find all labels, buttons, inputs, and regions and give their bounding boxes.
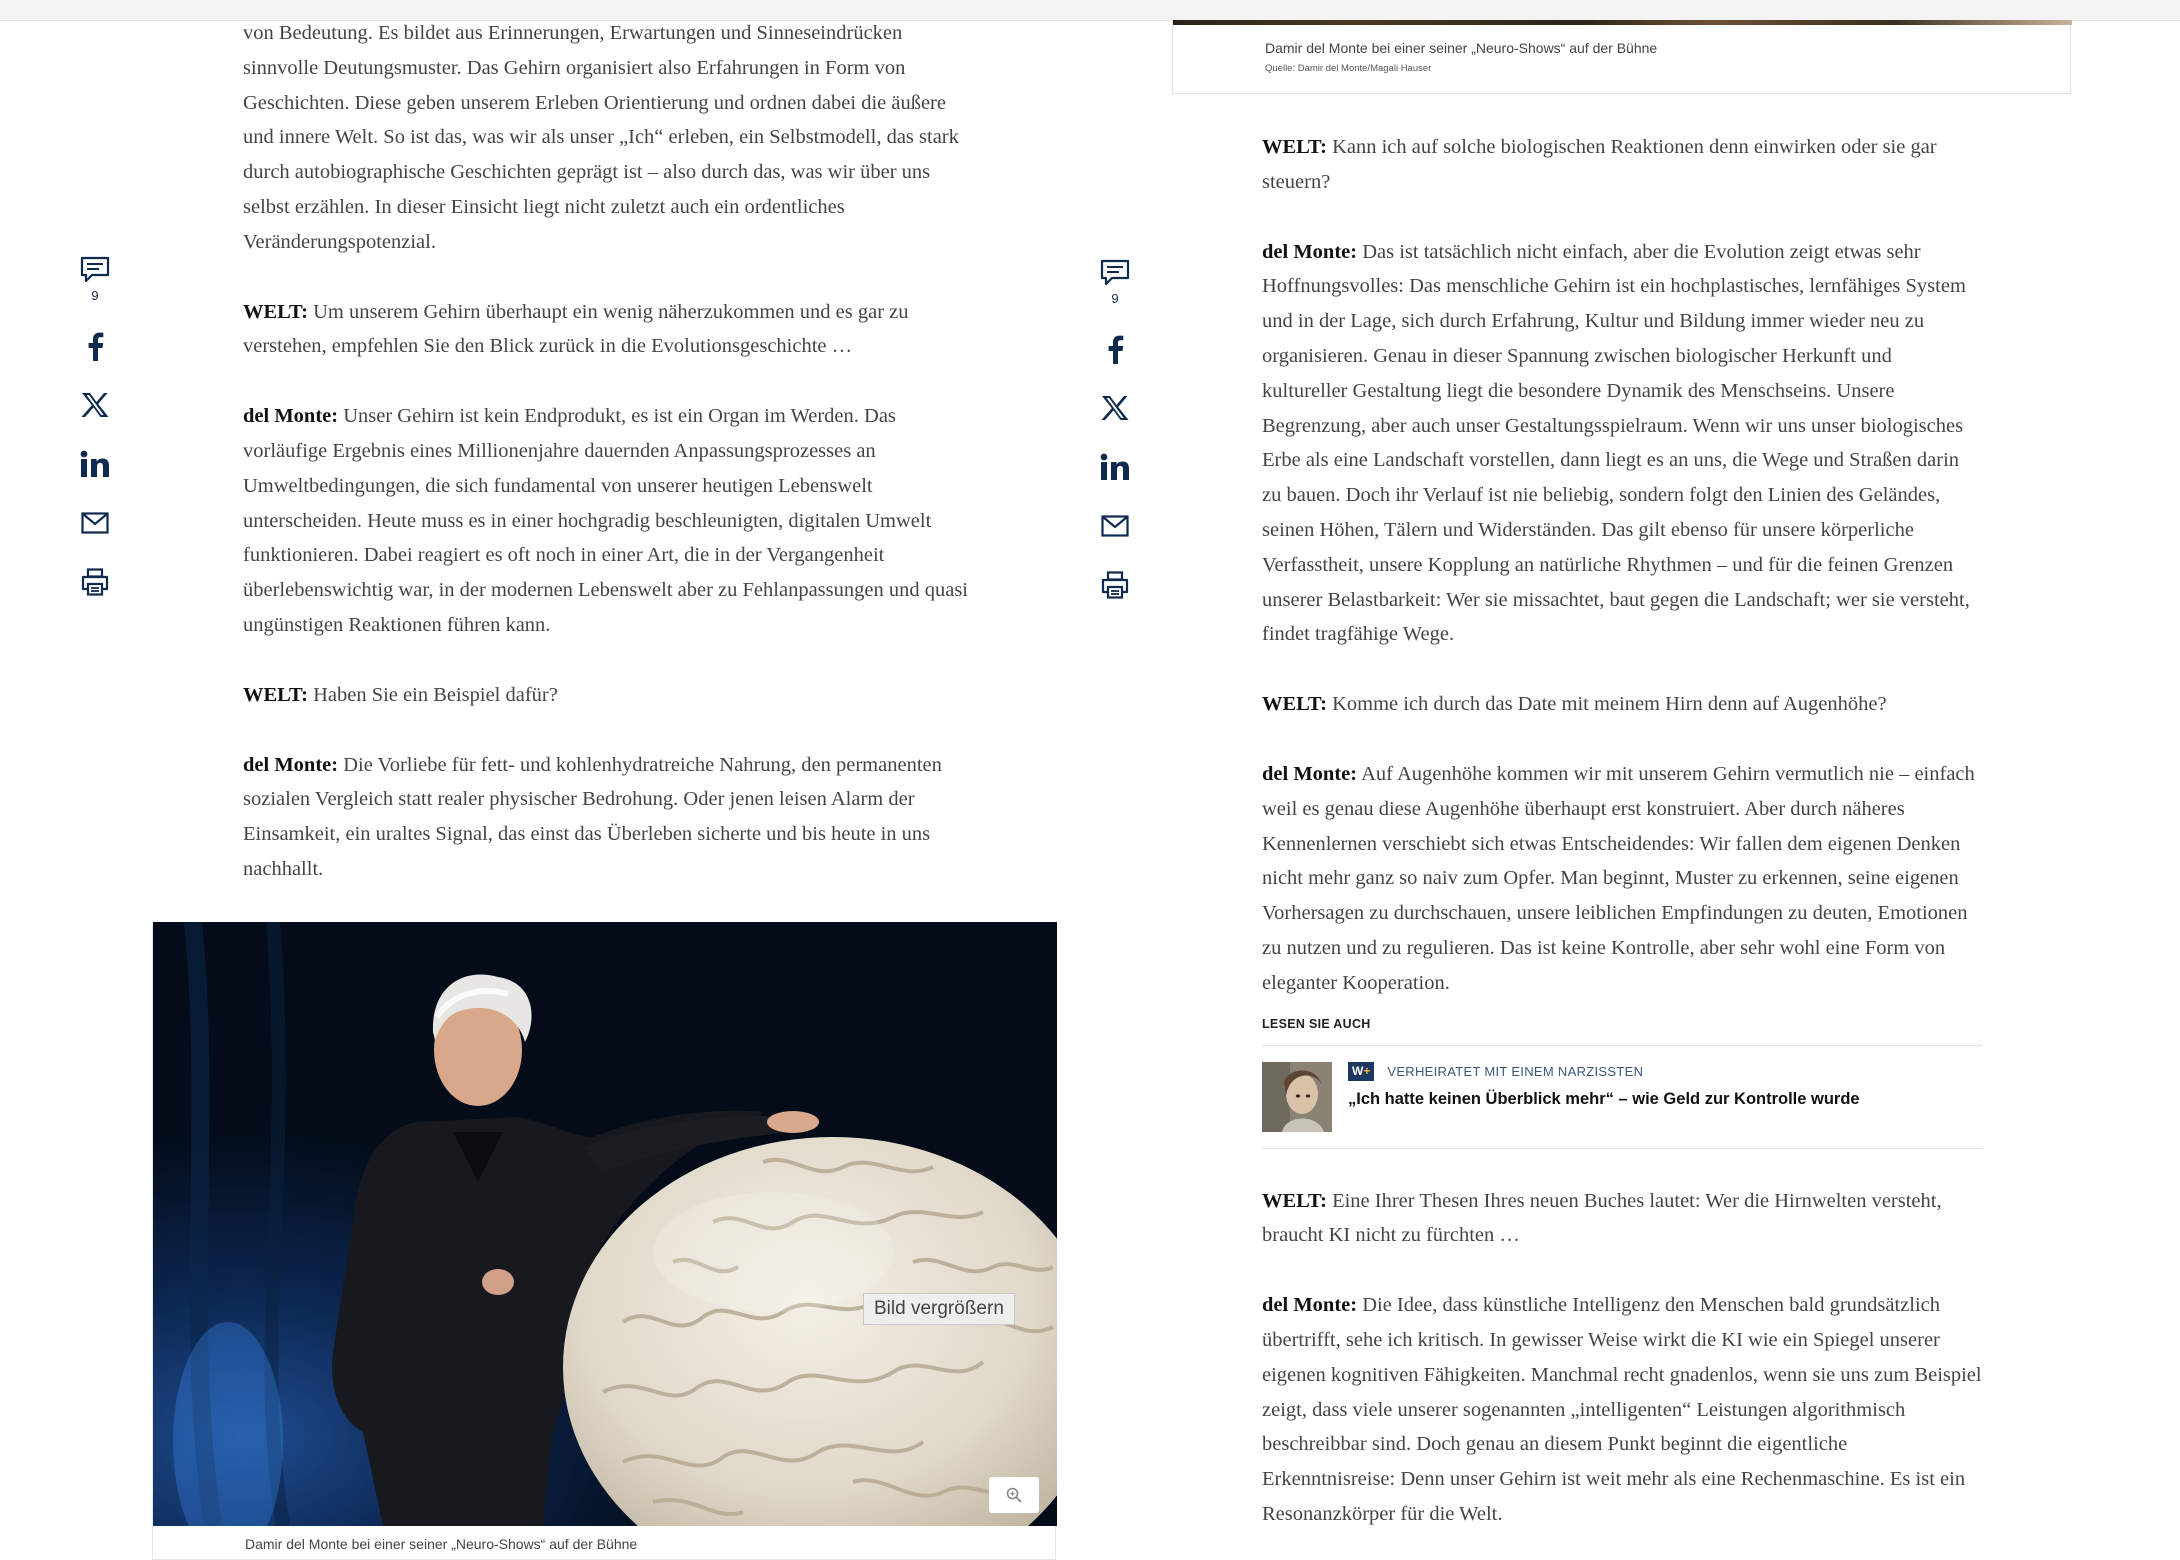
figure-source: Quelle: Damir del Monte/Magali Hauser xyxy=(1265,63,1432,74)
read-also-link[interactable] xyxy=(1262,1045,1982,1149)
teaser-text xyxy=(1348,1062,1868,1132)
share-facebook-button[interactable] xyxy=(1095,319,1135,378)
welt-plus-badge: W+ xyxy=(1348,1062,1374,1081)
interview-answer: del Monte: Das ist tatsächlich nicht einfach, aber die Evolution zeigt etwas sehr Hoffnungsvolles: Das menschliche Gehirn ist ein hochplastisches, lernfähiges System und in der Lage, sich durch Erfahrung, Kultur und Bildung immer wieder neu zu organisieren. Genau in dieser Spannung zwischen biologischer Herkunft und kultureller Gestaltung liegt die besondere Dynamik des Menschseins. Unsere Begrenzung, aber auch unser Gestaltungsspielraum. Wenn wir uns unser biologisches Erbe als eine Landschaft vorstellen, dann liegt es an uns, die Wege und Straßen darin zu bauen. Doch ihr Verlauf ist nie beliebig, sondern folgt den Linien des Geländes, seinen Höhen, Tälern und Widerständen. Das gilt ebenso für unsere körperliche Verfasstheit, unsere Kopplung an natürliche Rhythmen – und für die feinen Grenzen unserer Belastbarkeit: Wer sie missachtet, baut gegen die Landschaft; wer sie versteht, findet tragfähige Wege. xyxy=(1262,240,1970,646)
linkedin-icon xyxy=(80,450,110,478)
teaser-thumbnail[interactable] xyxy=(1262,1062,1332,1132)
read-also-teaser xyxy=(1262,1017,1982,1149)
print-icon xyxy=(81,568,109,596)
enlarge-image-label[interactable]: Bild vergrößern xyxy=(863,1293,1015,1325)
figure-caption: Damir del Monte bei einer seiner „Neuro-Shows“ auf der Bühne xyxy=(1265,40,1658,56)
share-x-button[interactable] xyxy=(1095,378,1135,437)
figure-caption: Damir del Monte bei einer seiner „Neuro-Shows“ auf der Bühne xyxy=(245,1536,638,1552)
interview-answer: del Monte: Unser Gehirn ist kein Endprodukt, es ist ein Organ im Werden. Das vorläufige Ergebnis eines Millionenjahre dauernden Anpassungsprozesses an Umweltbedingungen, die sich fundamental von unserer heutigen Lebenswelt unterscheiden. Heute muss es in einer hochgradig beschleunigten, digitalen Umwelt funktionieren. Dabei reagiert es oft noch in einer Art, die in der Vergangenheit überlebenswichtig war, in der modernen Lebenswelt aber zu Fehlanpassungen und quasi ungünstigen Reaktionen führen kann. xyxy=(243,405,968,636)
teaser-thumbnail-image xyxy=(1262,1062,1332,1132)
share-mail-button[interactable] xyxy=(75,493,115,552)
speaker-label: WELT: xyxy=(1262,1189,1327,1212)
interview-question: WELT: Komme ich durch das Date mit meinem Hirn denn auf Augenhöhe? xyxy=(1262,693,1887,716)
zoom-button[interactable] xyxy=(989,1477,1039,1513)
article-column-right xyxy=(1262,130,1982,1532)
mail-icon xyxy=(1101,515,1129,537)
magnifier-icon xyxy=(1005,1486,1023,1504)
interview-question: WELT: Um unserem Gehirn überhaupt ein wenig näherzukommen und es gar zu verstehen, empfehlen Sie den Blick zurück in die Evolutionsgeschichte … xyxy=(243,300,909,358)
mail-icon xyxy=(81,512,109,534)
interview-question: WELT: Eine Ihrer Thesen Ihres neuen Buches lautet: Wer die Hirnwelten versteht, braucht KI nicht zu fürchten … xyxy=(1262,1189,1942,1247)
speaker-label: del Monte: xyxy=(1262,240,1358,263)
read-also-heading: LESEN SIE AUCH xyxy=(1262,1016,1371,1031)
article-figure-top xyxy=(1172,20,2071,94)
facebook-icon xyxy=(86,331,104,361)
share-mail-button[interactable] xyxy=(1095,496,1135,555)
comments-button[interactable] xyxy=(1095,259,1135,319)
speaker-label: WELT: xyxy=(1262,136,1327,158)
article-column-left xyxy=(243,16,978,887)
print-icon xyxy=(1101,571,1129,599)
speaker-label: del Monte: xyxy=(1262,1294,1358,1317)
share-x-button[interactable] xyxy=(75,375,115,434)
speaker-label: WELT: xyxy=(1262,693,1327,716)
comments-button[interactable] xyxy=(75,256,115,316)
interview-question: WELT: Haben Sie ein Beispiel dafür? xyxy=(243,683,558,706)
comment-icon xyxy=(80,256,110,284)
speaker-label: del Monte: xyxy=(243,405,339,428)
facebook-icon xyxy=(1106,334,1124,364)
speaker-label: WELT: xyxy=(243,300,308,323)
speaker-label: del Monte: xyxy=(1262,762,1358,785)
x-icon xyxy=(1101,395,1129,421)
stage-photo-illustration xyxy=(153,922,1057,1526)
speaker-label: del Monte: xyxy=(243,753,339,776)
print-button[interactable] xyxy=(1095,555,1135,614)
linkedin-icon xyxy=(1100,453,1130,481)
comment-count: 9 xyxy=(91,288,99,303)
share-bar-left xyxy=(75,256,115,611)
article-photo-edge[interactable] xyxy=(1173,20,2072,25)
interview-question: WELT: Kann ich auf solche biologischen Reaktionen denn einwirken oder sie gar steuern? xyxy=(1262,136,1937,193)
share-facebook-button[interactable] xyxy=(75,316,115,375)
comment-icon xyxy=(1100,259,1130,287)
share-linkedin-button[interactable] xyxy=(1095,437,1135,496)
comment-count: 9 xyxy=(1111,291,1119,306)
interview-answer: del Monte: Auf Augenhöhe kommen wir mit unserem Gehirn vermutlich nie – einfach weil es genau diese Augenhöhe überhaupt erst konstruiert. Aber durch näheres Kennenlernen verschiebt sich etwas Entscheidendes: Wir fallen dem eigenen Denken nicht mehr ganz so naiv zum Opfer. Man beginnt, Muster zu erkennen, seine eigenen Vorhersagen zu durchschauen, unsere leiblichen Empfindungen zu deuten, Emotionen zu nutzen und zu regulieren. Das ist keine Kontrolle, aber sehr wohl eine Form von eleganter Kooperation. xyxy=(1262,762,1975,994)
print-button[interactable] xyxy=(75,552,115,611)
article-figure xyxy=(152,922,1056,1560)
teaser-kicker-text: VERHEIRATET MIT EINEM NARZISSTEN xyxy=(1387,1063,1644,1079)
paragraph: von Bedeutung. Es bildet aus Erinnerungen, Erwartungen und Sinneseindrücken sinnvolle Deutungsmuster. Das Gehirn organisiert also Erfahrungen in Form von Geschichten. Diese geben unserem Erleben Orientierung und ordnen dabei die äußere und innere Welt. So ist das, was wir als unser „Ich“ erleben, ein Selbstmodell, das stark durch autobiographische Geschichten geprägt ist – also durch das, was wir über uns selbst erzählen. In dieser Einsicht liegt nicht zuletzt auch ein ordentliches Veränderungspotenzial. xyxy=(243,22,959,253)
x-icon xyxy=(81,392,109,418)
interview-answer: del Monte: Die Vorliebe für fett- und kohlenhydratreiche Nahrung, den permanenten sozialen Vergleich statt realer physischer Bedrohung. Oder jenen leisen Alarm der Einsamkeit, ein uraltes Signal, das einst das Überleben sicherte und bis heute in uns nachhallt. xyxy=(243,753,942,880)
interview-answer: del Monte: Die Idee, dass künstliche Intelligenz den Menschen bald grundsätzlich übertrifft, sehe ich kritisch. In gewisser Weise wirkt die KI wie ein Spiegel unserer eigenen kognitiven Fähigkeiten. Manchmal recht gnadenlos, wenn sie uns zum Beispiel zeigt, dass viele unserer sogenannten „intelligenten“ Leistungen algorithmisch beschreibbar sind. Doch genau an diesem Punkt beginnt die eigentliche Erkenntnisreise: Denn unser Gehirn ist weit mehr als eine Rechenmaschine. Es ist ein Resonanzkörper für die Welt. xyxy=(1262,1294,1982,1525)
teaser-title[interactable]: „Ich hatte keinen Überblick mehr“ – wie Geld zur Kontrolle wurde xyxy=(1348,1089,1860,1108)
share-linkedin-button[interactable] xyxy=(75,434,115,493)
article-photo[interactable] xyxy=(153,922,1057,1526)
share-bar-right xyxy=(1095,259,1135,614)
teaser-kicker xyxy=(1348,1062,1868,1081)
speaker-label: WELT: xyxy=(243,683,308,706)
